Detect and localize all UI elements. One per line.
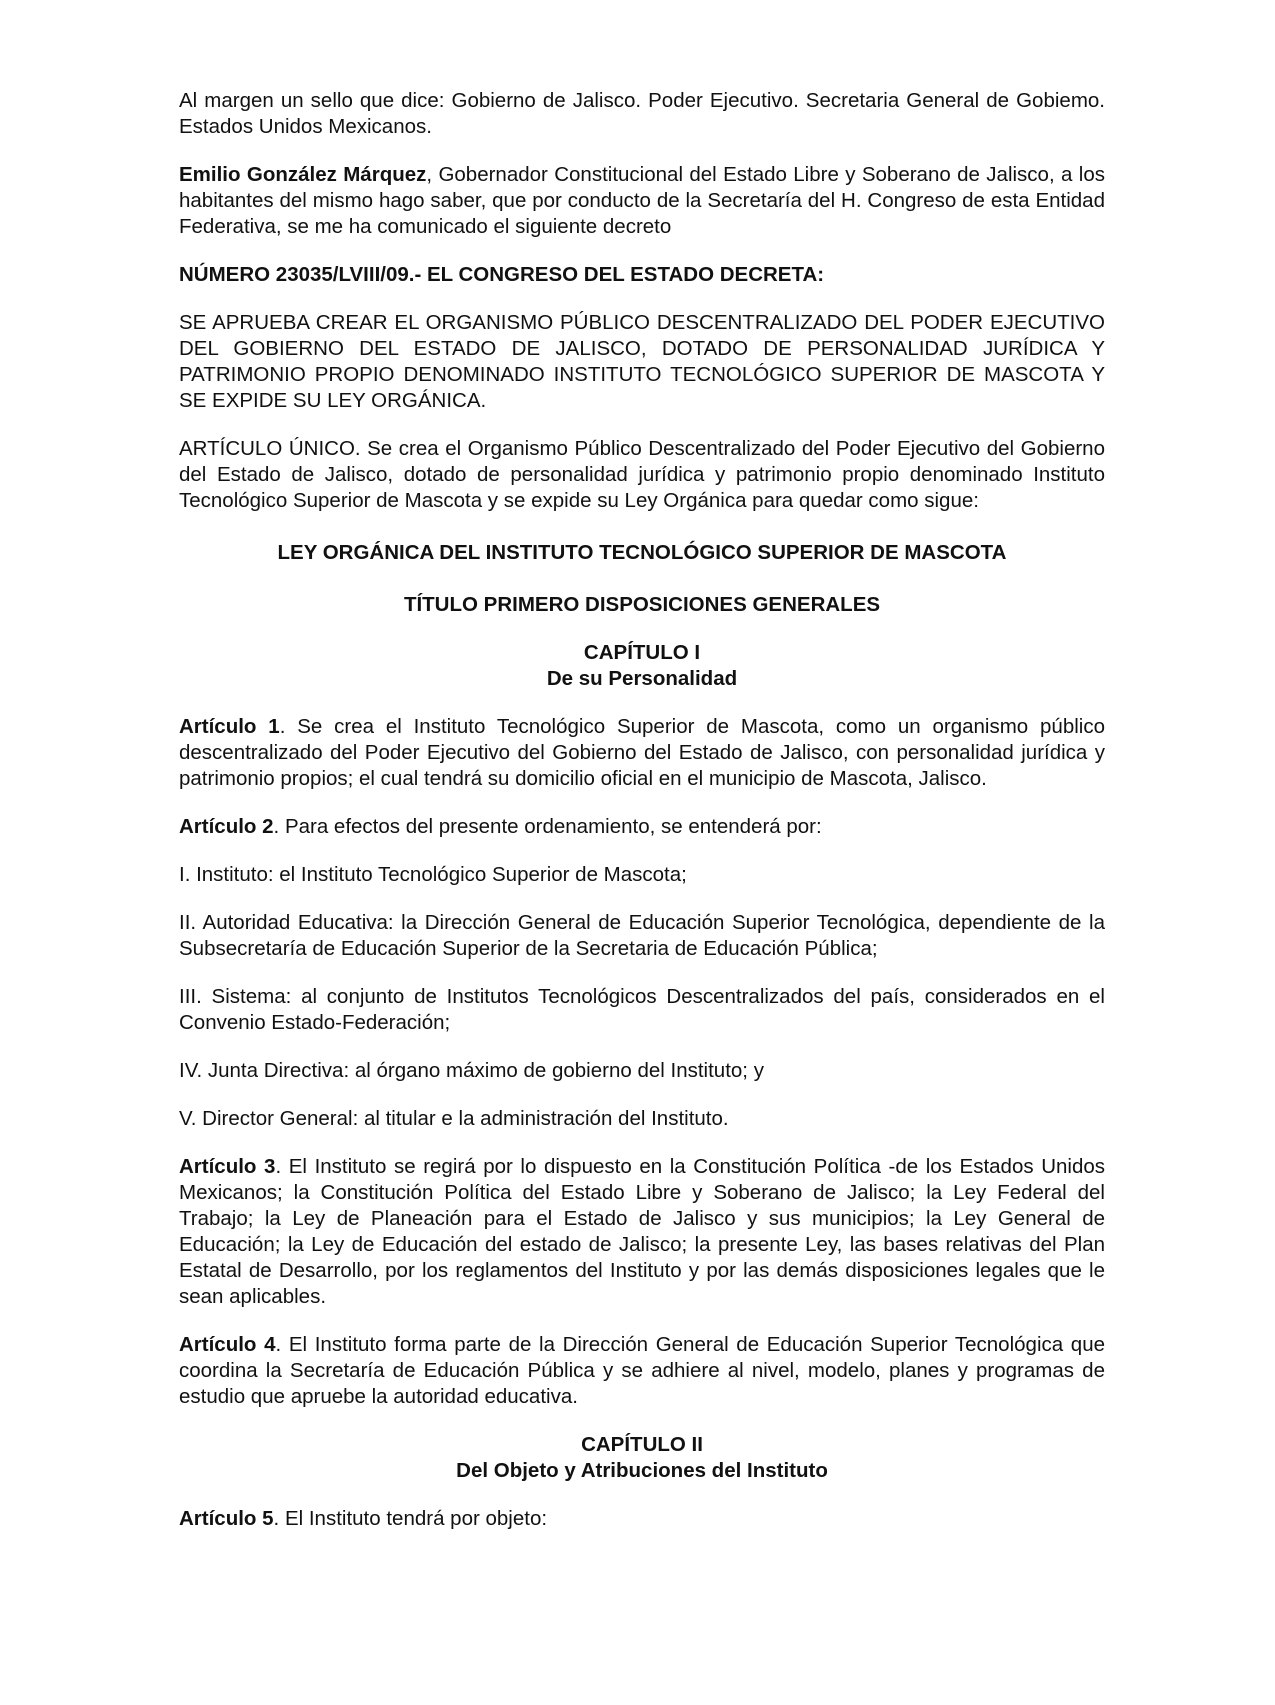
article-4-label: Artículo 4	[179, 1333, 276, 1356]
article-1-text: . Se crea el Instituto Tecnológico Superior de Mascota, como un organismo público descentralizado del Poder Ejecutivo del Gobierno del Estado de Jalisco, con personalidad jurídica y patrimonio propios; el cual tendrá su domicilio oficial en el municipio de Mascota, Jalisco.	[179, 715, 1105, 790]
article-5-text: . El Instituto tendrá por objeto:	[273, 1507, 548, 1530]
approval-paragraph: SE APRUEBA CREAR EL ORGANISMO PÚBLICO DESCENTRALIZADO DEL PODER EJECUTIVO DEL GOBIERNO DEL ESTADO DE JALISCO, DOTADO DE PERSONALIDAD JURÍDICA Y PATRIMONIO PROPIO DENOMINADO INSTITUTO TECNOLÓGICO SUPERIOR DE MASCOTA Y SE EXPIDE SU LEY ORGÁNICA.	[179, 311, 1105, 412]
article-2	[179, 814, 1105, 840]
article-5-label: Artículo 5	[179, 1507, 274, 1530]
decree-number: NÚMERO 23035/LVIII/09.- EL CONGRESO DEL ESTADO DECRETA:	[179, 263, 825, 286]
margin-note: Al margen un sello que dice: Gobierno de Jalisco. Poder Ejecutivo. Secretaria General de Gobiemo. Estados Unidos Mexicanos.	[179, 89, 1105, 138]
law-title: LEY ORGÁNICA DEL INSTITUTO TECNOLÓGICO SUPERIOR DE MASCOTA	[277, 541, 1007, 564]
governor-name: Emilio González Márquez	[179, 163, 427, 186]
article-2-label: Artículo 2	[179, 815, 274, 838]
titulo-primero: TÍTULO PRIMERO DISPOSICIONES GENERALES	[403, 593, 881, 616]
article-3-text: . El Instituto se regirá por lo dispuesto en la Constitución Política -de los Estados Unidos Mexicanos; la Constitución Política del Estado Libre y Soberano de Jalisco; la Ley Federal del Trabajo; la Ley de Planeación para el Estado de Jalisco y sus municipios; la Ley General de Educación; la Ley de Educación del estado de Jalisco; la presente Ley, las bases relativas del Plan Estatal de Desarrollo, por los reglamentos del Instituto y por las demás disposiciones legales que le sean aplicables.	[179, 1155, 1106, 1308]
article-1	[179, 714, 1105, 792]
article-3-label: Artículo 3	[179, 1155, 276, 1178]
article-2-text: . Para efectos del presente ordenamiento, se entenderá por:	[273, 815, 822, 838]
article-4-text: . El Instituto forma parte de la Dirección General de Educación Superior Tecnológica que coordina la Secretaría de Educación Pública y se adhiere al nivel, modelo, planes y programas de estudio que apruebe la autoridad educativa.	[179, 1333, 1105, 1408]
article-4	[179, 1332, 1105, 1410]
article-1-label: Artículo 1	[179, 715, 280, 738]
chapter-1-subheading: De su Personalidad	[546, 667, 738, 690]
article-5	[179, 1506, 1105, 1532]
intro-paragraph	[179, 162, 1105, 240]
definition-1: I. Instituto: el Instituto Tecnológico Superior de Mascota;	[179, 863, 687, 886]
chapter-2-subheading: Del Objeto y Atribuciones del Instituto	[456, 1459, 828, 1482]
chapter-1-heading: CAPÍTULO I	[583, 641, 701, 664]
intro-text: , Gobernador Constitucional del Estado Libre y Soberano de Jalisco, a los habitantes del mismo hago saber, que por conducto de la Secretaría del H. Congreso de esta Entidad Federativa, se me ha comunicado el siguiente decreto	[179, 163, 1105, 238]
definition-5: V. Director General: al titular e la administración del Instituto.	[179, 1107, 729, 1130]
definition-3: III. Sistema: al conjunto de Institutos Tecnológicos Descentralizados del país, considerados en el Convenio Estado-Federación;	[179, 985, 1105, 1034]
chapter-2-heading: CAPÍTULO II	[581, 1433, 703, 1456]
definition-4: IV. Junta Directiva: al órgano máximo de gobierno del Instituto; y	[179, 1059, 764, 1082]
definition-2: II. Autoridad Educativa: la Dirección General de Educación Superior Tecnológica, dependiente de la Subsecretaría de Educación Superior de la Secretaria de Educación Pública;	[179, 911, 1105, 960]
articulo-unico: ARTÍCULO ÚNICO. Se crea el Organismo Público Descentralizado del Poder Ejecutivo del Gobierno del Estado de Jalisco, dotado de personalidad jurídica y patrimonio propio denominado Instituto Tecnológico Superior de Mascota y se expide su Ley Orgánica para quedar como sigue:	[179, 437, 1105, 512]
document-page	[179, 88, 1105, 1532]
article-3	[179, 1154, 1105, 1310]
